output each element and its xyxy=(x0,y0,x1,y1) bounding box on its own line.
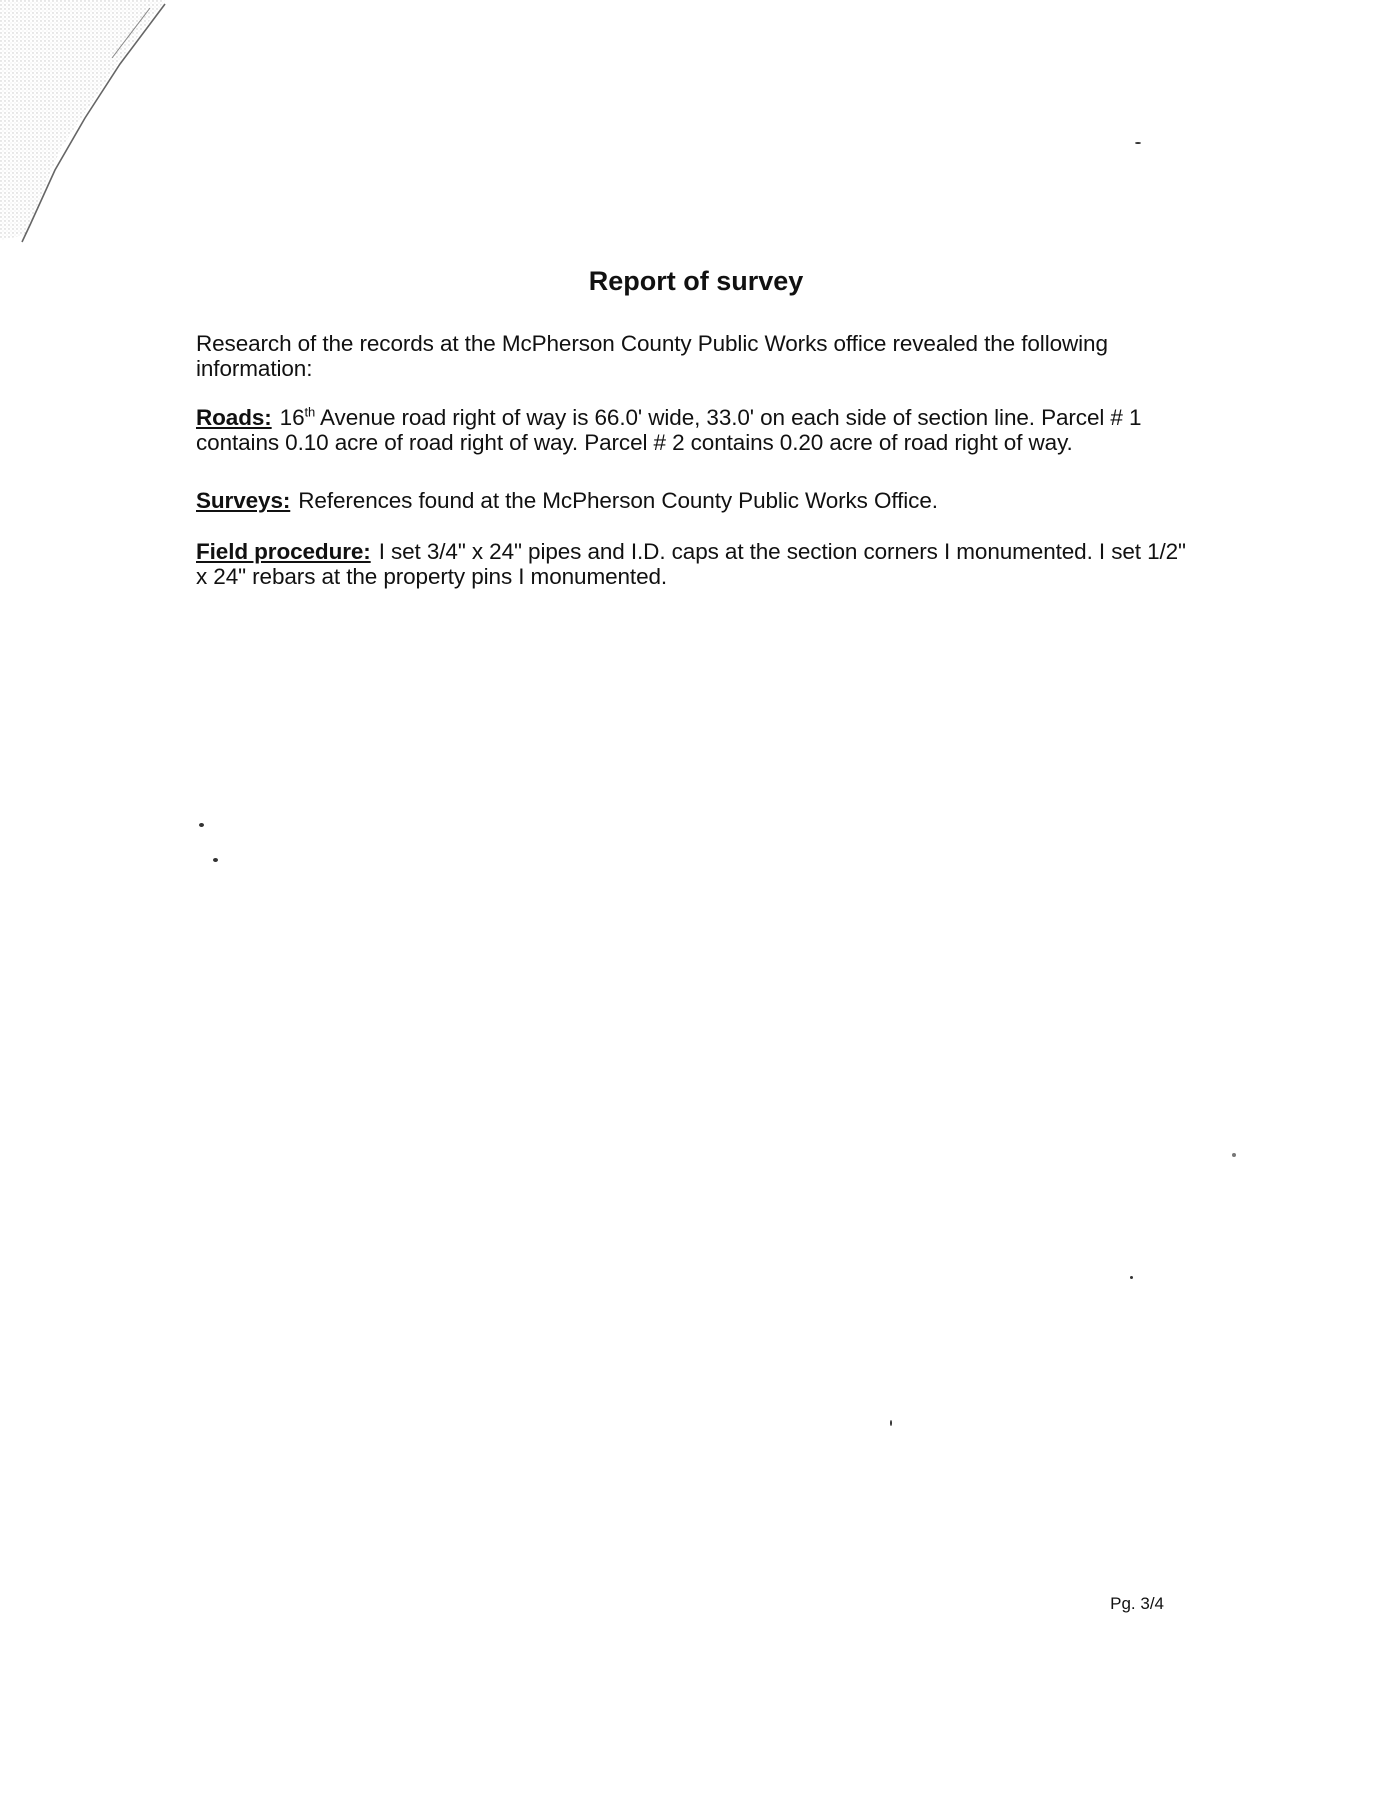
roads-paragraph xyxy=(196,405,1186,455)
roads-label: Roads: xyxy=(196,405,272,430)
scan-speck xyxy=(1135,142,1141,144)
roads-ordinal-suffix: th xyxy=(304,404,316,420)
roads-ordinal: 16 xyxy=(279,405,305,430)
intro-paragraph: Research of the records at the McPherson County Public Works office revealed the following information: xyxy=(196,331,1108,381)
scan-speck xyxy=(890,1420,892,1426)
scan-speck xyxy=(1232,1153,1236,1157)
scan-corner-fold xyxy=(0,0,180,250)
field-procedure-text: I set 3/4" x 24" pipes and I.D. caps at the section corners I monumented. I set 1/2" x 24" rebars at the property pins I monumented. xyxy=(196,539,1186,589)
surveys-text: References found at the McPherson County Public Works Office. xyxy=(298,488,938,513)
surveys-label: Surveys: xyxy=(196,488,291,513)
scan-speck xyxy=(199,823,204,827)
field-procedure-paragraph xyxy=(196,539,1186,589)
page-number: Pg. 3/4 xyxy=(1110,1594,1164,1613)
scan-speck xyxy=(213,858,218,862)
roads-text: Avenue road right of way is 66.0' wide, 33.0' on each side of section line. Parcel # 1 contains 0.10 acre of road right of way. Parcel # 2 contains 0.20 acre of road right of way. xyxy=(196,405,1142,455)
field-procedure-label: Field procedure: xyxy=(196,539,371,564)
scan-speck xyxy=(1130,1276,1133,1279)
surveys-paragraph xyxy=(196,488,1186,513)
report-title: Report of survey xyxy=(588,266,804,296)
